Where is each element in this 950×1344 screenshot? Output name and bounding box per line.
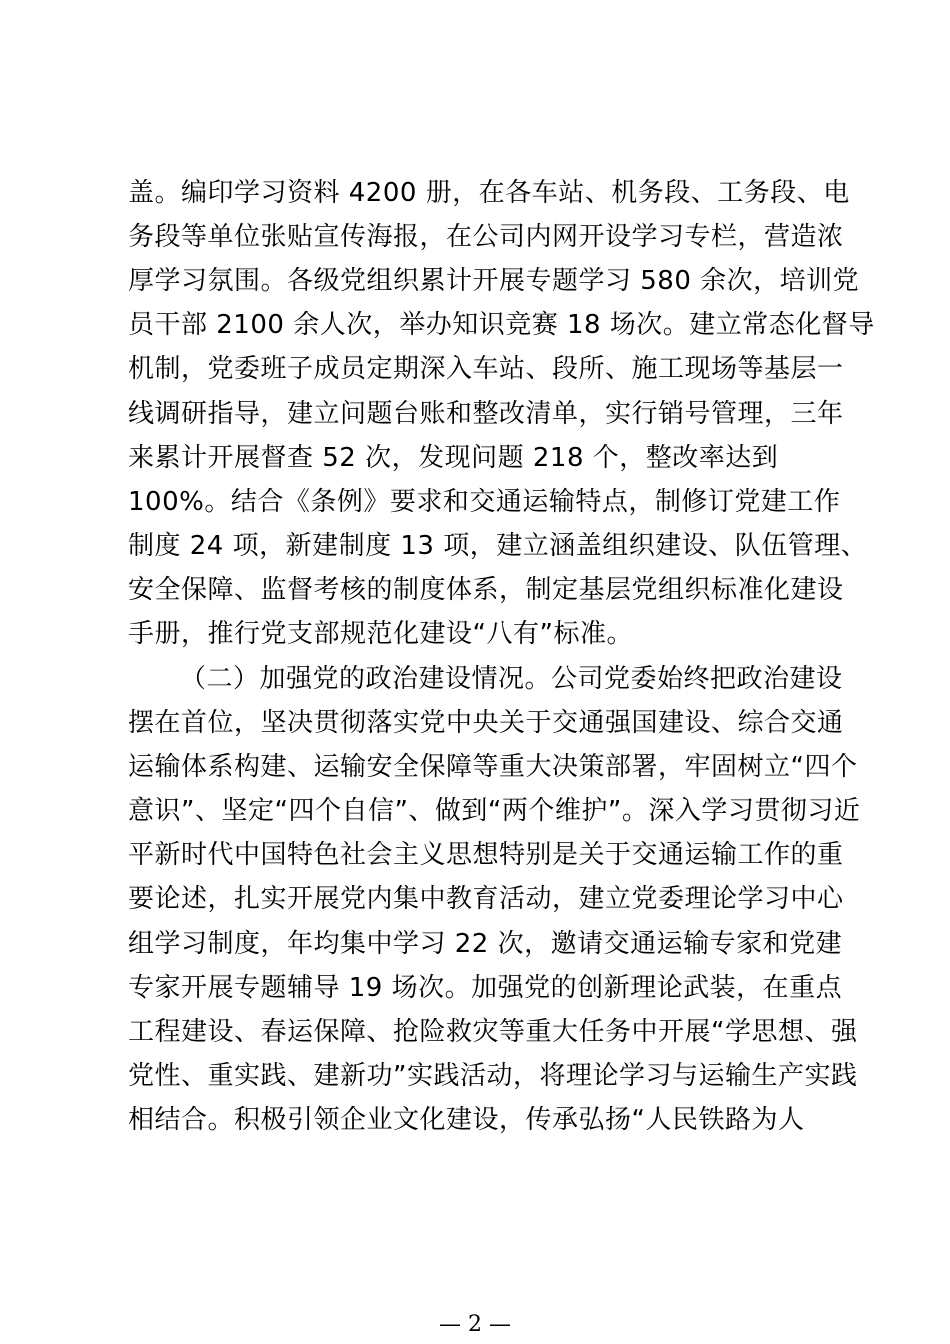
body-text-line: 要论述，扎实开展党内集中教育活动，建立党委理论学习中心 <box>128 884 844 914</box>
body-text-line: 100%。结合《条例》要求和交通运输特点，制修订党建工作 <box>128 487 841 517</box>
body-text-line: 组学习制度，年均集中学习 22 次，邀请交通运输专家和党建 <box>128 929 843 959</box>
body-text-line: 平新时代中国特色社会主义思想特别是关于交通运输工作的重 <box>128 840 844 870</box>
body-text-line: 制度 24 项，新建制度 13 项，建立涵盖组织建设、队伍管理、 <box>128 531 868 561</box>
body-text-line: 机制，党委班子成员定期深入车站、段所、施工现场等基层一 <box>128 354 844 384</box>
body-text-line: 盖。编印学习资料 4200 册，在各车站、机务段、工务段、电 <box>128 178 850 208</box>
body-text-line: 安全保障、监督考核的制度体系，制定基层党组织标准化建设 <box>128 575 844 605</box>
body-text-line: 务段等单位张贴宣传海报，在公司内网开设学习专栏，营造浓 <box>128 222 844 252</box>
body-text-line: 党性、重实践、建新功”实践活动，将理论学习与运输生产实践 <box>128 1061 858 1091</box>
section-heading-line: （二）加强党的政治建设情况。公司党委始终把政治建设 <box>180 664 843 694</box>
body-text-line: 来累计开展督查 52 次，发现问题 218 个，整改率达到 <box>128 443 779 473</box>
body-text-line: 厚学习氛围。各级党组织累计开展专题学习 580 余次，培训党 <box>128 266 860 296</box>
body-text-line: 手册，推行党支部规范化建设“八有”标准。 <box>128 619 633 649</box>
body-text-line: 线调研指导，建立问题台账和整改清单，实行销号管理，三年 <box>128 399 844 429</box>
body-text-line: 专家开展专题辅导 19 场次。加强党的创新理论武装，在重点 <box>128 973 843 1003</box>
body-text-line: 工程建设、春运保障、抢险救灾等重大任务中开展“学思想、强 <box>128 1017 858 1047</box>
body-text-line: 运输体系构建、运输安全保障等重大决策部署，牢固树立“四个 <box>128 752 858 782</box>
body-text-line: 摆在首位，坚决贯彻落实党中央关于交通强国建设、综合交通 <box>128 708 844 738</box>
body-text-line: 意识”、坚定“四个自信”、做到“两个维护”。深入学习贯彻习近 <box>128 796 861 826</box>
page-number: — 2 — <box>439 1312 511 1337</box>
body-text-line: 相结合。积极引领企业文化建设，传承弘扬“人民铁路为人 <box>128 1105 805 1135</box>
body-text-line: 员干部 2100 余人次，举办知识竞赛 18 场次。建立常态化督导 <box>128 310 875 340</box>
